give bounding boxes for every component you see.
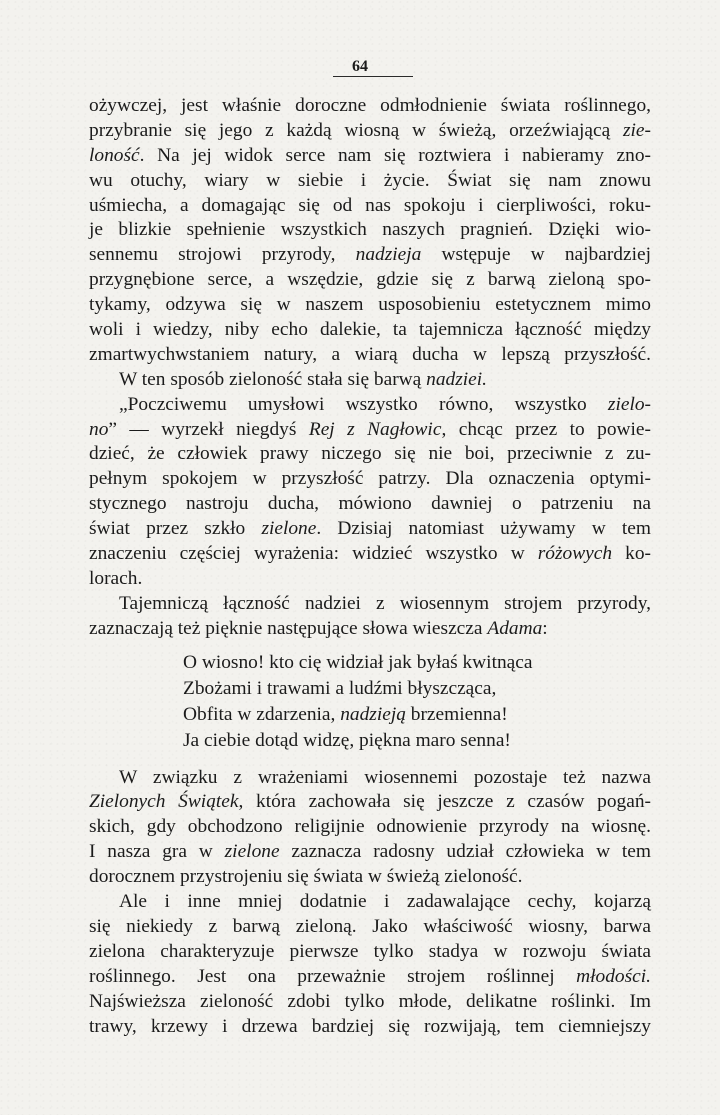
text-line bbox=[89, 343, 651, 368]
text-line bbox=[89, 940, 651, 965]
text-run: Najświeższa zieloność zdobi tylko młode, delikatne roślinki. Im bbox=[89, 990, 651, 1012]
text-line bbox=[89, 965, 651, 990]
text-run: skich, gdy obchodzono religijnie odnowienie przyrody na wiosnę. bbox=[89, 816, 651, 838]
text-line bbox=[89, 119, 651, 144]
text-run: stycznego nastroju ducha, mówiono dawniej o patrzeniu na bbox=[89, 493, 651, 515]
text-run: I nasza gra w bbox=[89, 841, 225, 863]
italic-text: zielone bbox=[261, 518, 317, 540]
text-run: ” — wyrzekł niegdyś bbox=[108, 418, 309, 440]
text-line bbox=[89, 840, 651, 865]
italic-text: Rej z Nagłowic bbox=[308, 418, 442, 440]
text-run: lorach. bbox=[89, 567, 143, 589]
text-run: uśmiecha, a domagając się od nas spokoju i cierpliwości, roku- bbox=[89, 194, 651, 216]
text-line bbox=[89, 890, 651, 915]
text-run: przybranie się jego z każdą wiosną w świeżą, orzeźwiającą bbox=[89, 119, 623, 141]
text-run: pełnym spokojem w przyszłość patrzy. Dla oznaczenia optymi- bbox=[89, 468, 651, 490]
text-run: brzemienna! bbox=[405, 703, 508, 725]
text-run: zaznacza radosny udział człowieka w tem bbox=[279, 841, 651, 863]
text-line bbox=[89, 990, 651, 1015]
italic-text: zielo- bbox=[607, 393, 651, 415]
text-line bbox=[89, 492, 651, 517]
text-line bbox=[89, 517, 651, 542]
text-run: . Na jej widok serce nam się roztwiera i nabieramy zno- bbox=[139, 144, 651, 166]
italic-text: nadzieja bbox=[355, 244, 422, 266]
verse-line bbox=[183, 728, 651, 754]
verse-line bbox=[183, 702, 651, 728]
text-run: tykamy, odzywa się w naszem usposobieniu estetycznem mimo bbox=[89, 294, 651, 316]
text-run: wu otuchy, wiary w siebie i życie. Świat się nam znowu bbox=[89, 169, 651, 191]
text-run: dorocznem przystrojeniu się świata w świeżą zieloność. bbox=[89, 866, 523, 888]
text-line bbox=[89, 542, 651, 567]
text-line bbox=[89, 617, 651, 642]
text-run: O wiosno! kto cię widział jak byłaś kwitnąca bbox=[183, 651, 533, 673]
text-line bbox=[89, 815, 651, 840]
text-run: się niekiedy z barwą zieloną. Jako właściwość wiosny, barwa bbox=[89, 915, 651, 937]
text-run: Obfita w zdarzenia, bbox=[183, 703, 341, 725]
italic-text: różowych bbox=[537, 543, 613, 565]
text-line bbox=[89, 865, 651, 890]
text-line bbox=[89, 368, 651, 393]
text-line bbox=[89, 169, 651, 194]
text-run: ożywczej, jest właśnie doroczne odmłodnienie świata roślinnego, bbox=[89, 95, 651, 116]
text-run: wstępuje w najbardziej bbox=[421, 244, 651, 266]
text-run: , która zachowała się jeszcze z czasów pogań- bbox=[238, 791, 652, 813]
text-run: „Poczciwemu umysłowi wszystko równo, wszystko bbox=[119, 393, 608, 415]
text-line bbox=[89, 94, 651, 119]
verse-line bbox=[183, 650, 651, 676]
text-run: . Dzisiaj natomiast używamy w tem bbox=[316, 518, 651, 540]
text-line bbox=[89, 592, 651, 617]
text-run: ko- bbox=[612, 543, 652, 565]
text-run: znaczeniu częściej wyrażenia: widzieć wszystko w bbox=[89, 543, 538, 565]
text-line bbox=[89, 1015, 651, 1040]
italic-text: no bbox=[89, 418, 109, 440]
text-line bbox=[89, 915, 651, 940]
text-run: Zbożami i trawami a ludźmi błyszcząca, bbox=[183, 677, 497, 699]
italic-text: nadzieją bbox=[340, 703, 406, 725]
text-run: woli i wiedzy, niby echo dalekie, ta tajemnicza łączność między bbox=[89, 319, 651, 341]
verse-quote bbox=[183, 650, 651, 754]
text-run: dzieć, że człowiek prawy niczego się nie boi, przeciwnie z zu- bbox=[89, 443, 651, 465]
text-run: W ten sposób zieloność stała się barwą bbox=[119, 368, 427, 390]
italic-text: Zielonych Świątek bbox=[89, 791, 239, 813]
text-line bbox=[89, 268, 651, 293]
text-line bbox=[89, 293, 651, 318]
text-line bbox=[89, 194, 651, 219]
page-number-rule bbox=[333, 76, 413, 77]
text-run: , chcąc przez to powie- bbox=[441, 418, 651, 440]
text-line bbox=[89, 243, 651, 268]
italic-text: Adama bbox=[487, 617, 543, 639]
page-text bbox=[89, 94, 651, 1039]
text-line bbox=[89, 766, 651, 791]
text-line bbox=[89, 442, 651, 467]
text-run: Tajemniczą łączność nadziei z wiosennym strojem przyrody, bbox=[119, 592, 651, 614]
text-run: zmartwychwstaniem natury, a wiarą ducha w lepszą przyszłość. bbox=[89, 343, 651, 365]
italic-text: nadziei. bbox=[426, 368, 487, 390]
text-line bbox=[89, 790, 651, 815]
text-run: : bbox=[542, 617, 548, 639]
text-line bbox=[89, 393, 651, 418]
text-line bbox=[89, 318, 651, 343]
text-run: trawy, krzewy i drzewa bardziej się rozwijają, tem ciemniejszy bbox=[89, 1015, 651, 1037]
text-run: przygnębione serce, a wszędzie, gdzie się z barwą zieloną spo- bbox=[89, 269, 651, 291]
text-line bbox=[89, 144, 651, 169]
italic-text: zie- bbox=[623, 119, 651, 141]
italic-text: loność bbox=[89, 144, 140, 166]
text-run: zielona charakteryzuje pierwsze tylko stadya w rozwoju świata bbox=[89, 940, 651, 962]
text-line bbox=[89, 567, 651, 592]
text-run: zaznaczają też pięknie następujące słowa wieszcza bbox=[89, 617, 488, 639]
text-line bbox=[89, 467, 651, 492]
text-run: W związku z wrażeniami wiosennemi pozostaje też nazwa bbox=[119, 766, 651, 788]
italic-text: młodości. bbox=[576, 965, 651, 987]
prose-block-2 bbox=[89, 766, 651, 1040]
text-line bbox=[89, 218, 651, 243]
italic-text: zielone bbox=[224, 841, 280, 863]
verse-line bbox=[183, 676, 651, 702]
text-run: Ja ciebie dotąd widzę, piękna maro senna! bbox=[183, 729, 511, 751]
text-run: świat przez szkło bbox=[89, 518, 262, 540]
text-run: roślinnego. Jest ona przeważnie strojem roślinnej bbox=[89, 965, 577, 987]
text-run: je blizkie spełnienie wszystkich naszych pragnień. Dzięki wio- bbox=[89, 219, 651, 241]
text-line bbox=[89, 418, 651, 443]
page-number: 64 bbox=[352, 58, 368, 75]
text-run: Ale i inne mniej dodatnie i zadawalające cechy, kojarzą bbox=[119, 891, 651, 913]
prose-block-1 bbox=[89, 94, 651, 642]
text-run: sennemu strojowi przyrody, bbox=[89, 244, 356, 266]
